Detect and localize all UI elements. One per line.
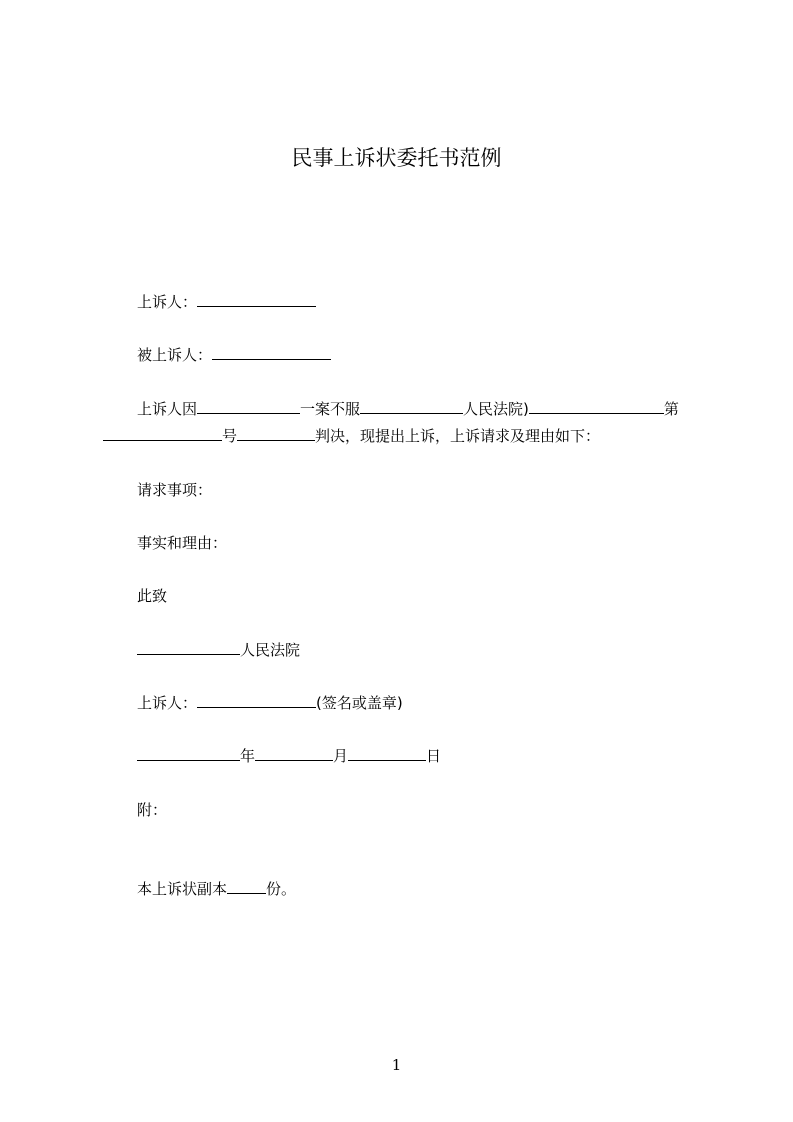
case-line-2 bbox=[103, 426, 600, 446]
document-title: 民事上诉状委托书范例 bbox=[291, 146, 502, 170]
case-text-6: 判决，现提出上诉，上诉请求及理由如下： bbox=[315, 427, 601, 445]
signature-label: 上诉人： bbox=[137, 694, 198, 712]
day-field-blank[interactable] bbox=[348, 746, 426, 761]
court-blank[interactable] bbox=[360, 399, 463, 414]
appellant-label: 上诉人： bbox=[137, 293, 198, 311]
claims-label: 请求事项： bbox=[137, 481, 213, 499]
case-text-2: 一案不服 bbox=[300, 400, 361, 418]
year-field-blank[interactable] bbox=[137, 746, 240, 761]
appellee-line bbox=[137, 345, 331, 365]
number-blank[interactable] bbox=[103, 426, 222, 441]
year-blank[interactable] bbox=[529, 399, 664, 414]
appellee-label: 被上诉人： bbox=[137, 346, 213, 364]
court-name-blank[interactable] bbox=[137, 640, 240, 655]
signature-line bbox=[137, 693, 403, 713]
case-text-1: 上诉人因 bbox=[137, 400, 198, 418]
appellant-line bbox=[137, 292, 316, 312]
attachment-label: 附： bbox=[137, 801, 168, 819]
day-label: 日 bbox=[426, 747, 442, 765]
copies-prefix: 本上诉状副本 bbox=[137, 880, 228, 898]
appellee-blank[interactable] bbox=[212, 345, 331, 360]
salutation: 此致 bbox=[137, 587, 168, 605]
facts-label: 事实和理由： bbox=[137, 534, 228, 552]
case-text-3: 人民法院) bbox=[463, 400, 529, 418]
case-line-1 bbox=[137, 399, 679, 419]
month-field-blank[interactable] bbox=[255, 746, 333, 761]
case-text-4: 第 bbox=[663, 400, 679, 418]
copies-line bbox=[137, 879, 296, 899]
case-name-blank[interactable] bbox=[197, 399, 300, 414]
judgment-blank[interactable] bbox=[237, 426, 315, 441]
year-label: 年 bbox=[240, 747, 256, 765]
page-number: 1 bbox=[391, 1056, 402, 1074]
copies-suffix: 份。 bbox=[266, 880, 297, 898]
signature-blank[interactable] bbox=[197, 693, 316, 708]
month-label: 月 bbox=[333, 747, 349, 765]
court-line bbox=[137, 640, 300, 660]
signature-note: (签名或盖章) bbox=[316, 694, 403, 712]
appellant-blank[interactable] bbox=[197, 292, 316, 307]
court-suffix: 人民法院 bbox=[240, 641, 301, 659]
copies-count-blank[interactable] bbox=[227, 879, 266, 894]
case-text-5: 号 bbox=[222, 427, 238, 445]
date-line bbox=[137, 746, 441, 766]
